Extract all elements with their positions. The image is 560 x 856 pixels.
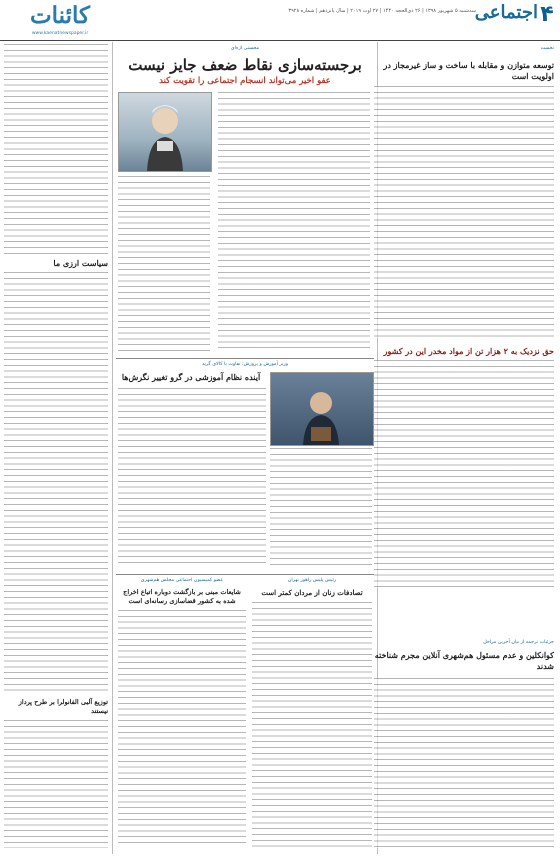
sidebar-body-2 xyxy=(4,272,108,692)
right-body-text-2 xyxy=(374,360,554,588)
dateline: سه‌شنبه ۵ شهریور ۱۳۹۸ | ۲۶ ذی‌الحجه ۱۴۴۰ | ۲۷ اوت ۲۰۱۹ | سال پانزدهم | شماره ۳۹۲۸ xyxy=(288,8,476,14)
middle-photo xyxy=(270,372,374,446)
bottom-right-kicker: جزئیات ترجمه از بیان آخرین مراحل xyxy=(483,640,554,645)
divider xyxy=(116,574,374,575)
section-title: اجتماعی xyxy=(474,2,538,23)
speaker-photo-icon xyxy=(271,373,373,445)
main-photo xyxy=(118,92,212,172)
person-photo-icon xyxy=(119,93,211,171)
main-kicker: محسنی اژه‌ای xyxy=(230,46,260,51)
right-headline: توسعه متوازن و مقابله با ساخت و ساز غیرمجاز در اولویت است xyxy=(383,60,554,81)
main-headline: برجسته‌سازی نقاط ضعف جایز نیست xyxy=(128,56,362,74)
sidebar-body-3 xyxy=(4,720,108,848)
main-body-text-2 xyxy=(118,176,210,352)
sidebar-headline-2: توزیع آلبی الفانولرا بر طرح پرداز نیستند xyxy=(18,698,108,715)
bottom-center-body xyxy=(252,602,372,848)
middle-body-text-2 xyxy=(270,448,372,568)
bottom-center-kicker: رئیس پلیس راهور تهران xyxy=(287,578,337,583)
column-rule xyxy=(112,42,113,854)
sidebar-headline-1: سیاست ارزی ما xyxy=(53,258,108,268)
bottom-center-headline: تصادفات زنان از مردان کمتر است xyxy=(261,588,363,597)
right-subhead: حق نزدیک به ۲ هزار تن از مواد مخدر این در کشور xyxy=(383,346,554,356)
bottom-right-body xyxy=(374,678,554,848)
masthead-site: www.kaenatnewspaper.ir xyxy=(31,31,89,36)
right-body-text xyxy=(374,86,554,338)
bottom-left-kicker: عضو کمیسیون اجتماعی مجلس هم‌شهری xyxy=(140,578,224,583)
bottom-left-body xyxy=(118,610,246,848)
bottom-right-headline: کوانکلین و عدم مسئول هم‌شهری آنلاین مجرم شناخته شدند xyxy=(374,650,554,671)
masthead-logo: کائنات xyxy=(30,2,90,29)
sidebar-body-1 xyxy=(4,44,108,254)
right-kicker: نخست xyxy=(540,46,554,51)
page-number: ۴ xyxy=(540,2,554,27)
middle-body-text xyxy=(118,388,266,568)
middle-headline: آینده نظام آموزشی در گرو تغییر نگرش‌ها xyxy=(121,372,261,382)
main-subhead: عفو اخیر می‌تواند انسجام اجتماعی را تقویت کند xyxy=(159,76,331,86)
bottom-left-headline: شایعات مبنی بر بازگشت دوباره اتباع اخراج شده به کشور قضاسازی رسانه‌ای است xyxy=(123,588,241,605)
main-body-text-1 xyxy=(218,92,370,352)
middle-kicker: وزیر آموزش و پرورش: تفاوت با کالای گرید xyxy=(201,362,289,367)
divider xyxy=(116,358,374,359)
